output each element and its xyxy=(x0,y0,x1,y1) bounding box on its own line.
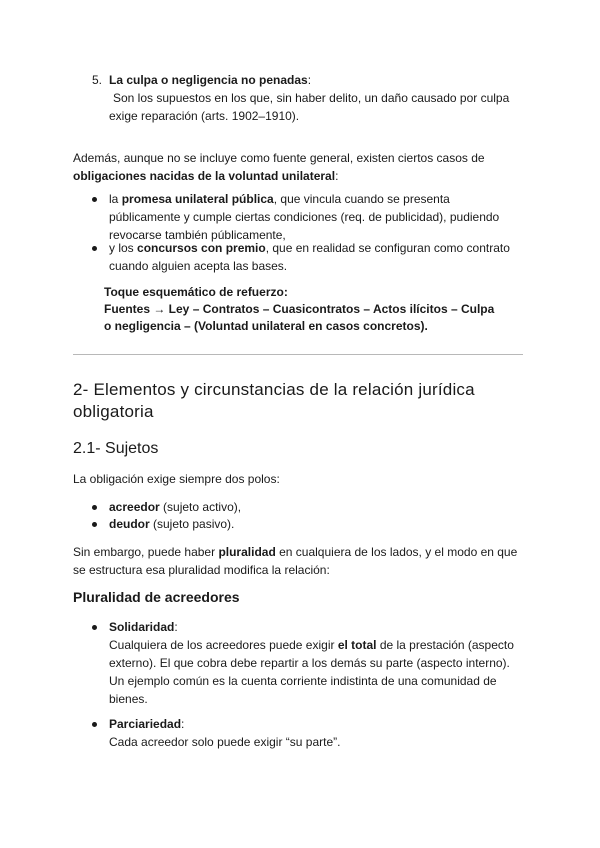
pole-rest: (sujeto pasivo). xyxy=(149,517,235,531)
list-item xyxy=(109,498,241,516)
list-item-line2: cuando alguien acepta las bases. xyxy=(109,259,288,273)
bullet-icon xyxy=(92,197,97,202)
list-item xyxy=(109,515,234,533)
plural-pre: Sin embargo, puede haber xyxy=(73,545,219,559)
solidaridad-line3: Un ejemplo común es la cuenta corriente indistinta de una comunidad de xyxy=(109,674,497,688)
refuerzo-title: Toque esquemático de refuerzo: xyxy=(104,285,288,299)
plural-post: en cualquiera de los lados, y el modo en que xyxy=(275,545,518,559)
list-item-line2: públicamente y cumple ciertas condiciones (req. de publicidad), pudiendo xyxy=(109,210,500,224)
item5-line1: Son los supuestos en los que, sin haber delito, un daño causado por culpa xyxy=(113,91,510,105)
pole-bold: acreedor xyxy=(109,500,160,514)
section21-intro: La obligación exige siempre dos polos: xyxy=(73,472,280,486)
refuerzo-line1: Fuentes → Ley – Contratos – Cuasicontratos – Actos ilícitos – Culpa xyxy=(104,302,495,316)
parciariedad-label: Parciariedad xyxy=(109,717,182,731)
item5-line2: exige reparación (arts. 1902–1910). xyxy=(109,109,300,123)
section21-title: 2.1- Sujetos xyxy=(73,440,159,457)
pole-rest: (sujeto activo), xyxy=(159,500,242,514)
list-item-post: , que en realidad se configuran como contrato xyxy=(265,241,510,255)
parciariedad-line1: Cada acreedor solo puede exigir “su parte”. xyxy=(109,735,341,749)
solidaridad-heading xyxy=(109,618,178,636)
plural-line1 xyxy=(73,543,517,561)
section2-title-line2: obligatoria xyxy=(73,402,154,421)
list-item-line3: revocarse también públicamente, xyxy=(109,228,286,242)
parciariedad-heading xyxy=(109,715,184,733)
solidaridad-line4: bienes. xyxy=(109,692,148,706)
list-item xyxy=(109,239,510,257)
solidaridad-line2: externo). El que cobra debe repartir a los demás su parte (aspecto interno). xyxy=(109,656,510,670)
intro-line2 xyxy=(73,167,338,185)
solidaridad-post: de la prestación (aspecto xyxy=(376,638,514,652)
parciariedad-colon: : xyxy=(181,717,185,731)
solidaridad-pre: Cualquiera de los acreedores puede exigir xyxy=(109,638,338,652)
plural-line2: se estructura esa pluralidad modifica la relación: xyxy=(73,563,330,577)
list-number: 5. xyxy=(92,73,103,87)
solidaridad-colon: : xyxy=(174,620,178,634)
bullet-icon xyxy=(92,505,97,510)
intro-colon: : xyxy=(335,169,339,183)
bullet-icon xyxy=(92,722,97,727)
bullet-icon xyxy=(92,246,97,251)
list-item-bold: concursos con premio xyxy=(137,241,266,255)
bullet-icon xyxy=(92,522,97,527)
acreedores-title: Pluralidad de acreedores xyxy=(73,589,240,605)
item5-colon: : xyxy=(307,73,312,87)
solidaridad-bold: el total xyxy=(337,638,377,652)
item5-title: La culpa o negligencia no penadas xyxy=(109,73,308,87)
section2-title-line1: 2- Elementos y circunstancias de la relación jurídica xyxy=(73,380,475,399)
list-item-post: , que vincula cuando se presenta xyxy=(273,192,450,206)
list-item xyxy=(109,190,450,208)
solidaridad-label: Solidaridad xyxy=(109,620,175,634)
pole-bold: deudor xyxy=(109,517,150,531)
list-item-pre: y los xyxy=(109,241,138,255)
list-item-bold: promesa unilateral pública xyxy=(121,192,274,206)
plural-bold: pluralidad xyxy=(218,545,276,559)
list-item-pre: la xyxy=(109,192,122,206)
intro-line1: Además, aunque no se incluye como fuente general, existen ciertos casos de xyxy=(73,151,485,165)
intro-bold: obligaciones nacidas de la voluntad unilateral xyxy=(73,169,336,183)
solidaridad-line1 xyxy=(109,636,514,654)
bullet-icon xyxy=(92,625,97,630)
item5-heading xyxy=(109,71,311,89)
refuerzo-line2: o negligencia – (Voluntad unilateral en casos concretos). xyxy=(104,319,428,333)
horizontal-divider xyxy=(73,354,523,355)
